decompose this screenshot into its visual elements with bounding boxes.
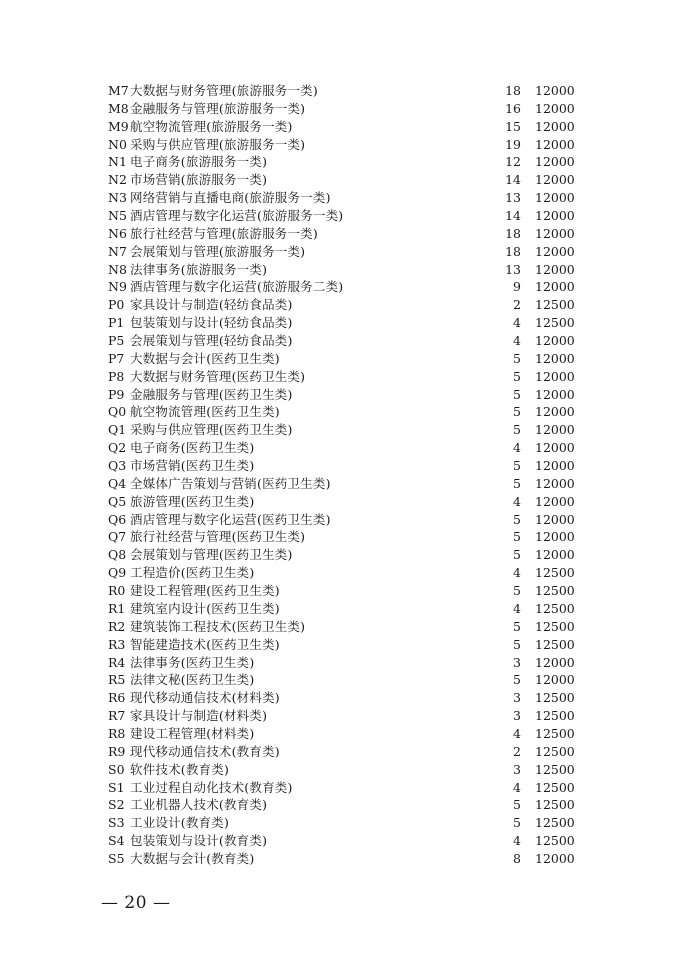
table-row: [0, 743, 680, 761]
major-code: Q3: [108, 458, 127, 474]
enrollment-count: 12: [505, 154, 521, 170]
major-name: 大数据与会计(教育类): [130, 850, 255, 866]
major-name: 建筑室内设计(医药卫生类): [130, 600, 280, 616]
major-name: 工业设计(教育类): [130, 815, 230, 831]
major-name: 工业过程自动化技术(教育类): [130, 779, 293, 795]
tuition-fee: 12000: [535, 172, 575, 188]
tuition-fee: 12000: [535, 547, 575, 563]
enrollment-count: 14: [505, 172, 521, 188]
table-row: [0, 243, 680, 261]
major-name: 航空物流管理(医药卫生类): [130, 404, 280, 420]
major-code: R9: [108, 743, 126, 759]
enrollment-count: 5: [513, 458, 521, 474]
enrollment-count: 5: [513, 422, 521, 438]
major-name: 工业机器人技术(教育类): [130, 797, 268, 813]
major-code: S2: [108, 797, 125, 813]
tuition-fee: 12000: [535, 118, 575, 134]
table-row: [0, 153, 680, 171]
tuition-fee: 12000: [535, 333, 575, 349]
table-row: [0, 671, 680, 689]
major-name: 包装策划与设计(教育类): [130, 833, 268, 849]
major-name: 大数据与财务管理(医药卫生类): [130, 368, 306, 384]
major-name: 建设工程管理(医药卫生类): [130, 583, 280, 599]
enrollment-count: 5: [513, 404, 521, 420]
tuition-fee: 12500: [535, 833, 575, 849]
table-row: [0, 493, 680, 511]
enrollment-count: 5: [513, 547, 521, 563]
tuition-fee: 12000: [535, 511, 575, 527]
enrollment-count: 3: [513, 654, 521, 670]
tuition-fee: 12000: [535, 440, 575, 456]
table-row: [0, 832, 680, 850]
major-code: Q5: [108, 493, 127, 509]
table-row: [0, 457, 680, 475]
table-row: [0, 636, 680, 654]
major-code: S0: [108, 761, 125, 777]
enrollment-count: 5: [513, 672, 521, 688]
tuition-fee: 12000: [535, 529, 575, 545]
table-row: [0, 582, 680, 600]
major-code: M9: [108, 118, 129, 134]
table-row: [0, 654, 680, 672]
major-code: N9: [108, 279, 127, 295]
enrollment-count: 2: [513, 743, 521, 759]
enrollment-count: 5: [513, 386, 521, 402]
major-code: P9: [108, 386, 125, 402]
major-name: 法律文秘(医药卫生类): [130, 672, 255, 688]
major-name: 法律事务(旅游服务一类): [130, 261, 268, 277]
tuition-fee: 12000: [535, 850, 575, 866]
enrollment-count: 4: [513, 333, 521, 349]
major-name: 建设工程管理(材料类): [130, 725, 255, 741]
major-code: Q4: [108, 475, 127, 491]
tuition-fee: 12500: [535, 797, 575, 813]
major-code: Q1: [108, 422, 127, 438]
table-row: [0, 100, 680, 118]
table-row: [0, 82, 680, 100]
major-code: Q2: [108, 440, 127, 456]
major-code: R3: [108, 636, 126, 652]
major-code: N7: [108, 243, 127, 259]
tuition-fee: 12000: [535, 208, 575, 224]
major-name: 酒店管理与数字化运营(医药卫生类): [130, 511, 331, 527]
major-name: 航空物流管理(旅游服务一类): [130, 118, 293, 134]
enrollment-count: 4: [513, 493, 521, 509]
major-name: 市场营销(医药卫生类): [130, 458, 255, 474]
major-name: 电子商务(医药卫生类): [130, 440, 255, 456]
major-name: 大数据与会计(医药卫生类): [130, 350, 280, 366]
major-name: 旅游管理(医药卫生类): [130, 493, 255, 509]
major-name: 工程造价(医药卫生类): [130, 565, 255, 581]
major-name: 旅行社经营与管理(旅游服务一类): [130, 225, 318, 241]
major-name: 包装策划与设计(轻纺食品类): [130, 315, 293, 331]
table-row: [0, 439, 680, 457]
major-code: M7: [108, 83, 129, 98]
major-name: 家具设计与制造(轻纺食品类): [130, 297, 293, 313]
table-row: [0, 171, 680, 189]
enrollment-count: 5: [513, 636, 521, 652]
page-number: — 20 —: [101, 893, 171, 913]
table-row: [0, 118, 680, 136]
table-row: [0, 761, 680, 779]
table-row: [0, 707, 680, 725]
tuition-fee: 12500: [535, 600, 575, 616]
major-code: Q6: [108, 511, 127, 527]
enrollment-count: 19: [505, 136, 521, 152]
enrollment-count: 5: [513, 529, 521, 545]
major-code: R4: [108, 654, 126, 670]
enrollment-count: 3: [513, 761, 521, 777]
major-code: S1: [108, 779, 125, 795]
table-row: [0, 207, 680, 225]
major-code: P0: [108, 297, 125, 313]
major-code: Q0: [108, 404, 127, 420]
enrollment-count: 3: [513, 708, 521, 724]
major-code: S5: [108, 850, 125, 866]
table-row: [0, 386, 680, 404]
tuition-fee: 12000: [535, 404, 575, 420]
tuition-fee: 12000: [535, 493, 575, 509]
enrollment-count: 3: [513, 690, 521, 706]
table-row: [0, 850, 680, 868]
tuition-fee: 12500: [535, 297, 575, 313]
major-name: 家具设计与制造(材料类): [130, 708, 268, 724]
enrollment-count: 16: [505, 100, 521, 116]
major-name: 酒店管理与数字化运营(旅游服务二类): [130, 279, 344, 295]
table-row: [0, 779, 680, 797]
table-row: [0, 814, 680, 832]
enrollment-count: 8: [513, 850, 521, 866]
table-row: [0, 546, 680, 564]
enrollment-count: 4: [513, 779, 521, 795]
major-code: N2: [108, 172, 127, 188]
table-row: [0, 564, 680, 582]
major-code: N3: [108, 190, 127, 206]
table-row: [0, 725, 680, 743]
major-name: 现代移动通信技术(教育类): [130, 743, 280, 759]
major-name: 酒店管理与数字化运营(旅游服务一类): [130, 208, 344, 224]
enrollment-count: 4: [513, 565, 521, 581]
enrollment-count: 5: [513, 350, 521, 366]
major-code: R5: [108, 672, 126, 688]
tuition-fee: 12000: [535, 368, 575, 384]
tuition-fee: 12000: [535, 83, 575, 98]
major-code: N5: [108, 208, 127, 224]
enrollment-count: 2: [513, 297, 521, 313]
enrollment-count: 18: [505, 225, 521, 241]
enrollment-count: 18: [505, 83, 521, 98]
major-code: R1: [108, 600, 126, 616]
major-code: R2: [108, 618, 126, 634]
table-row: [0, 421, 680, 439]
major-code: N8: [108, 261, 127, 277]
major-name: 智能建造技术(医药卫生类): [130, 636, 280, 652]
table-row: [0, 475, 680, 493]
major-code: P5: [108, 333, 125, 349]
tuition-fee: 12000: [535, 654, 575, 670]
tuition-fee: 12000: [535, 475, 575, 491]
enrollment-count: 5: [513, 583, 521, 599]
enrollment-table: [0, 82, 680, 868]
tuition-fee: 12500: [535, 743, 575, 759]
enrollment-count: 5: [513, 368, 521, 384]
table-row: [0, 225, 680, 243]
table-row: [0, 189, 680, 207]
table-row: [0, 278, 680, 296]
enrollment-count: 4: [513, 440, 521, 456]
tuition-fee: 12000: [535, 243, 575, 259]
major-code: N0: [108, 136, 127, 152]
enrollment-count: 5: [513, 815, 521, 831]
table-row: [0, 600, 680, 618]
enrollment-count: 14: [505, 208, 521, 224]
tuition-fee: 12000: [535, 350, 575, 366]
major-name: 金融服务与管理(旅游服务一类): [130, 100, 306, 116]
table-row: [0, 350, 680, 368]
major-name: 大数据与财务管理(旅游服务一类): [130, 83, 318, 98]
tuition-fee: 12000: [535, 100, 575, 116]
major-name: 采购与供应管理(旅游服务一类): [130, 136, 306, 152]
table-row: [0, 261, 680, 279]
tuition-fee: 12500: [535, 618, 575, 634]
major-name: 法律事务(医药卫生类): [130, 654, 255, 670]
table-row: [0, 689, 680, 707]
major-code: S4: [108, 833, 125, 849]
major-name: 现代移动通信技术(材料类): [130, 690, 280, 706]
table-row: [0, 618, 680, 636]
major-name: 电子商务(旅游服务一类): [130, 154, 268, 170]
tuition-fee: 12000: [535, 279, 575, 295]
enrollment-count: 13: [505, 261, 521, 277]
major-code: S3: [108, 815, 125, 831]
tuition-fee: 12000: [535, 154, 575, 170]
tuition-fee: 12500: [535, 636, 575, 652]
enrollment-count: 4: [513, 833, 521, 849]
major-name: 会展策划与管理(旅游服务一类): [130, 243, 306, 259]
tuition-fee: 12000: [535, 458, 575, 474]
table-row: [0, 368, 680, 386]
major-code: P7: [108, 350, 125, 366]
enrollment-count: 4: [513, 315, 521, 331]
enrollment-count: 5: [513, 511, 521, 527]
enrollment-count: 15: [505, 118, 521, 134]
tuition-fee: 12000: [535, 136, 575, 152]
table-row: [0, 296, 680, 314]
tuition-fee: 12500: [535, 761, 575, 777]
tuition-fee: 12500: [535, 725, 575, 741]
major-code: R6: [108, 690, 126, 706]
table-row: [0, 511, 680, 529]
table-row: [0, 528, 680, 546]
enrollment-count: 5: [513, 797, 521, 813]
major-name: 全媒体广告策划与营销(医药卫生类): [130, 475, 331, 491]
tuition-fee: 12000: [535, 386, 575, 402]
tuition-fee: 12000: [535, 422, 575, 438]
tuition-fee: 12000: [535, 672, 575, 688]
enrollment-count: 4: [513, 725, 521, 741]
tuition-fee: 12500: [535, 565, 575, 581]
enrollment-count: 5: [513, 618, 521, 634]
major-name: 软件技术(教育类): [130, 761, 230, 777]
enrollment-count: 5: [513, 475, 521, 491]
major-name: 金融服务与管理(医药卫生类): [130, 386, 293, 402]
major-name: 采购与供应管理(医药卫生类): [130, 422, 293, 438]
major-code: N1: [108, 154, 127, 170]
tuition-fee: 12000: [535, 225, 575, 241]
major-code: Q7: [108, 529, 127, 545]
tuition-fee: 12000: [535, 190, 575, 206]
tuition-fee: 12000: [535, 261, 575, 277]
enrollment-count: 13: [505, 190, 521, 206]
enrollment-count: 18: [505, 243, 521, 259]
table-row: [0, 136, 680, 154]
major-code: P8: [108, 368, 125, 384]
enrollment-count: 4: [513, 600, 521, 616]
tuition-fee: 12500: [535, 690, 575, 706]
tuition-fee: 12500: [535, 815, 575, 831]
major-name: 市场营销(旅游服务一类): [130, 172, 268, 188]
enrollment-count: 9: [513, 279, 521, 295]
major-code: Q8: [108, 547, 127, 563]
major-code: Q9: [108, 565, 127, 581]
table-row: [0, 403, 680, 421]
major-name: 会展策划与管理(轻纺食品类): [130, 333, 293, 349]
major-code: M8: [108, 100, 129, 116]
major-code: R0: [108, 583, 126, 599]
major-name: 网络营销与直播电商(旅游服务一类): [130, 190, 331, 206]
major-name: 会展策划与管理(医药卫生类): [130, 547, 293, 563]
major-name: 旅行社经营与管理(医药卫生类): [130, 529, 306, 545]
tuition-fee: 12500: [535, 583, 575, 599]
table-row: [0, 314, 680, 332]
tuition-fee: 12500: [535, 779, 575, 795]
major-code: P1: [108, 315, 125, 331]
major-code: R8: [108, 725, 126, 741]
major-name: 建筑装饰工程技术(医药卫生类): [130, 618, 306, 634]
major-code: R7: [108, 708, 126, 724]
major-code: N6: [108, 225, 127, 241]
tuition-fee: 12500: [535, 315, 575, 331]
table-row: [0, 796, 680, 814]
tuition-fee: 12500: [535, 708, 575, 724]
table-row: [0, 332, 680, 350]
